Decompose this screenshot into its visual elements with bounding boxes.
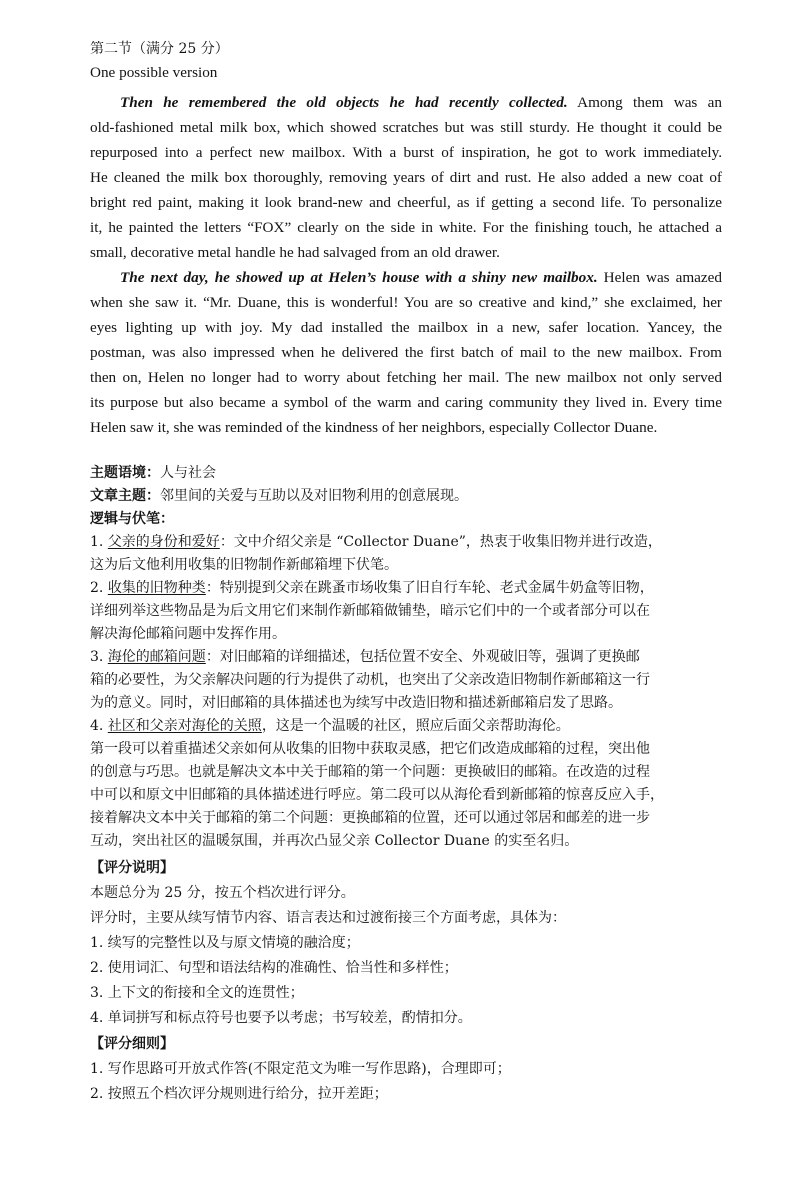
theme-line xyxy=(90,462,722,484)
para1-line-5: bright red paint, making it look brand-new and cheerful, as if getting a second life. To personalize xyxy=(90,194,722,211)
scoring-details-heading: 【评分细则】 xyxy=(90,1036,174,1052)
para1-lead-sentence: Then he remembered the old objects he had recently collected. xyxy=(120,94,568,111)
summary-line-4: 接着解决文本中关于邮箱的第二个问题：更换邮箱的位置，还可以通过邻居和邮差的进一步 xyxy=(90,810,650,826)
para1-line-6: it, he painted the letters “FOX” clearly on the side in white. For the finishing touch, he attached a xyxy=(90,219,722,236)
point-1-line-1: 1. 父亲的身份和爱好：文中介绍父亲是 “Collector Duane”，热衷于收集旧物并进行改造， xyxy=(90,534,662,550)
point-1-line-2: 这为后文他利用收集的旧物制作新邮箱埋下伏笔。 xyxy=(90,557,398,573)
para2-line-7: Helen saw it, she was reminded of the kindness of her neighbors, especially Collector Duane. xyxy=(90,419,658,436)
point-2-line-3: 解决海伦邮箱问题中发挥作用。 xyxy=(90,626,286,642)
para2-line-5: then on, Helen no longer had to worry about fetching her mail. The new mailbox not only served xyxy=(90,369,722,386)
point-3-title: 海伦的邮箱问题 xyxy=(107,649,206,665)
summary-line-5: 互动，突出社区的温暖氛围，并再次凸显父亲 Collector Duane 的实至名归。 xyxy=(90,833,579,849)
article-theme-label: 文章主题： xyxy=(90,488,160,504)
article-theme-line xyxy=(90,485,722,507)
scoring-item-1: 1. 续写的完整性以及与原文情境的融洽度； xyxy=(90,935,360,951)
summary-line-3: 中可以和原文中旧邮箱的具体描述进行呼应。第二段可以从海伦看到新邮箱的惊喜反应入手， xyxy=(90,787,664,803)
section-heading: 第二节（满分 25 分） xyxy=(90,41,229,57)
para2-text: Helen was amazed xyxy=(603,269,722,286)
point-2-title: 收集的旧物种类 xyxy=(107,580,206,596)
point-2-line-2: 详细列举这些物品是为后文用它们来制作新邮箱做铺垫，暗示它们中的一个或者部分可以在 xyxy=(90,603,650,619)
para1-line-7: small, decorative metal handle he had salvaged from an old drawer. xyxy=(90,244,500,261)
theme-label: 主题语境： xyxy=(90,465,160,481)
para1-line-2: old-fashioned metal milk box, which showed scratches but was still sturdy. He thought it could be xyxy=(90,119,722,136)
para1-line-1 xyxy=(120,92,722,114)
point-4-line-1: 4. 社区和父亲对海伦的关照，这是一个温暖的社区，照应后面父亲帮助海伦。 xyxy=(90,718,570,734)
para1-line-4: He cleaned the milk box thoroughly, removing years of dirt and rust. He also added a new coat of xyxy=(90,169,722,186)
point-3-line-3: 为的意义。同时，对旧邮箱的具体描述也为续写中改造旧物和描述新邮箱启发了思路。 xyxy=(90,695,622,711)
point-1-title: 父亲的身份和爱好 xyxy=(107,534,220,550)
para2-line-4: postman, was also impressed when he delivered the first batch of mail to the new mailbox. From xyxy=(90,344,722,361)
point-3-line-1: 3. 海伦的邮箱问题：对旧邮箱的详细描述，包括位置不安全、外观破旧等，强调了更换邮 xyxy=(90,649,640,665)
para2-line-6: its purpose but also became a symbol of the warm and caring community they lived in. Every time xyxy=(90,394,722,411)
point-3-line-2: 箱的必要性，为父亲解决问题的行为提供了动机，也突出了父亲改造旧物制作新邮箱这一行 xyxy=(90,672,650,688)
para1-line-3: repurposed into a perfect new mailbox. With a burst of inspiration, he got to work immediately. xyxy=(90,144,722,161)
theme-value: 人与社会 xyxy=(160,465,216,481)
para2-lead-sentence: The next day, he showed up at Helen’s house with a shiny new mailbox. xyxy=(120,269,598,286)
scoring-desc-heading: 【评分说明】 xyxy=(90,860,174,876)
point-4-title: 社区和父亲对海伦的关照 xyxy=(107,718,262,734)
scoring-item-4: 4. 单词拼写和标点符号也要予以考虑；书写较差，酌情扣分。 xyxy=(90,1010,472,1026)
scoring-detail-1: 1. 写作思路可开放式作答(不限定范文为唯一写作思路)，合理即可； xyxy=(90,1061,511,1077)
logic-label: 逻辑与伏笔： xyxy=(90,511,174,527)
summary-line-1: 第一段可以着重描述父亲如何从收集的旧物中获取灵感，把它们改造成邮箱的过程，突出他 xyxy=(90,741,650,757)
point-2-line-1: 2. 收集的旧物种类：特别提到父亲在跳蚤市场收集了旧自行车轮、老式金属牛奶盒等旧物， xyxy=(90,580,654,596)
para2-line-1 xyxy=(120,267,722,289)
scoring-item-3: 3. 上下文的衔接和全文的连贯性； xyxy=(90,985,304,1001)
version-label: One possible version xyxy=(90,64,218,81)
para1-text: Among them was an xyxy=(577,94,722,111)
summary-line-2: 的创意与巧思。也就是解决文本中关于邮箱的第一个问题：更换破旧的邮箱。在改造的过程 xyxy=(90,764,650,780)
para2-line-3: eyes lighting up with joy. My dad installed the mailbox in a new, safer location. Yancey, the xyxy=(90,319,722,336)
scoring-total: 本题总分为 25 分，按五个档次进行评分。 xyxy=(90,885,355,901)
para2-line-2: when she saw it. “Mr. Duane, this is wonderful! You are so creative and kind,” she exclaimed, her xyxy=(90,294,722,311)
scoring-detail-2: 2. 按照五个档次评分规则进行给分，拉开差距； xyxy=(90,1086,388,1102)
scoring-intro: 评分时，主要从续写情节内容、语言表达和过渡衔接三个方面考虑，具体为： xyxy=(90,910,566,926)
article-theme-value: 邻里间的关爱与互助以及对旧物利用的创意展现。 xyxy=(160,488,468,504)
scoring-item-2: 2. 使用词汇、句型和语法结构的准确性、恰当性和多样性； xyxy=(90,960,458,976)
